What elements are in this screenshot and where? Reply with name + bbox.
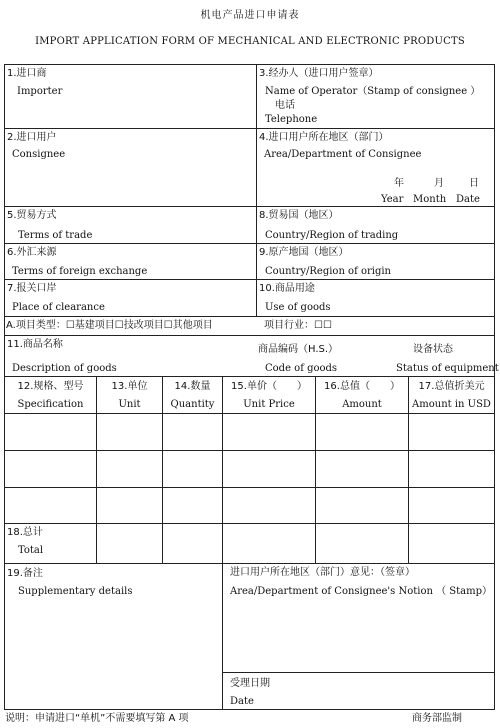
receive-date-label-zh: 受理日期 bbox=[230, 678, 270, 689]
importer-label-zh: 1.进口商 bbox=[7, 68, 47, 79]
equipment-status-label-en: Status of equipment bbox=[396, 363, 499, 374]
area-label-en: Area/Department of Consignee bbox=[264, 149, 422, 160]
telephone-label-zh: 电话 bbox=[275, 100, 295, 111]
date-year-en: Year bbox=[381, 194, 404, 205]
use-label-zh: 10.商品用途 bbox=[259, 283, 315, 294]
col-amount-zh: 16.总值（ ） bbox=[324, 381, 400, 392]
hs-code-label-zh: 商品编码（H.S.） bbox=[258, 344, 339, 355]
col-unit-zh: 13.单位 bbox=[111, 381, 148, 392]
date-year-zh: 年 bbox=[394, 178, 404, 189]
col-amount-usd-en: Amount in USD bbox=[412, 399, 491, 410]
form-subtitle: IMPORT APPLICATION FORM OF MECHANICAL AND ELECTRONIC PRODUCTS bbox=[35, 36, 465, 47]
total-label-zh: 18.总计 bbox=[7, 527, 43, 538]
origin-label-zh: 9.原产地国（地区） bbox=[259, 247, 349, 258]
remarks-label-zh: 19.备注 bbox=[7, 568, 43, 579]
form-title: 机电产品进口申请表 bbox=[200, 10, 300, 21]
col-quantity-en: Quantity bbox=[170, 399, 215, 410]
clearance-label-zh: 7.报关口岸 bbox=[7, 283, 57, 294]
table-row[interactable] bbox=[5, 488, 495, 523]
forex-label-zh: 6.外汇来源 bbox=[7, 247, 57, 258]
remarks-label-en: Supplementary details bbox=[18, 586, 133, 597]
table-row[interactable] bbox=[5, 414, 495, 450]
use-label-en: Use of goods bbox=[265, 302, 331, 313]
col-unit-en: Unit bbox=[118, 399, 141, 410]
col-quantity-zh: 14.数量 bbox=[174, 381, 211, 392]
col-amount-en: Amount bbox=[342, 399, 382, 410]
notion-label-en: Area/Department of Consignee's Notion （ Stamp） bbox=[230, 586, 492, 597]
col-amount-usd-zh: 17.总值折美元 bbox=[418, 381, 485, 392]
table-row[interactable] bbox=[5, 451, 495, 487]
date-day-en: Date bbox=[456, 194, 480, 205]
col-spec-en: Specification bbox=[17, 399, 84, 410]
date-month-en: Month bbox=[413, 194, 447, 205]
trade-country-label-en: Country/Region of trading bbox=[265, 230, 399, 241]
total-label-en: Total bbox=[18, 545, 44, 556]
forex-label-en: Terms of foreign exchange bbox=[12, 266, 148, 277]
project-industry-label: 项目行业：☐☐ bbox=[264, 320, 332, 331]
receive-date-label-en: Date bbox=[230, 696, 254, 707]
notion-label-zh: 进口用户所在地区（部门）意见：（签章） bbox=[230, 567, 415, 578]
telephone-label-en: Telephone bbox=[265, 114, 318, 125]
equipment-status-label-zh: 设备状态 bbox=[413, 344, 453, 355]
trade-terms-label-zh: 5.贸易方式 bbox=[7, 210, 57, 221]
importer-label-en: Importer bbox=[17, 86, 63, 97]
consignee-label-en: Consignee bbox=[12, 149, 66, 160]
date-month-zh: 月 bbox=[434, 178, 444, 189]
operator-label-en: Name of Operator（Stamp of consignee ） bbox=[265, 86, 481, 97]
goods-name-label-en: Description of goods bbox=[12, 363, 117, 374]
date-day-zh: 日 bbox=[469, 178, 479, 189]
project-type-label: A.项目类型：☐基建项目☐技改项目☐其他项目 bbox=[6, 320, 213, 331]
col-spec-zh: 12.规格、型号 bbox=[17, 381, 84, 392]
trade-terms-label-en: Terms of trade bbox=[18, 230, 93, 241]
area-label-zh: 4.进口用户所在地区（部门） bbox=[259, 132, 389, 143]
footer-note: 说明：申请进口“单机”不需要填写第 A 项 bbox=[5, 713, 189, 724]
trade-country-label-zh: 8.贸易国（地区） bbox=[259, 210, 339, 221]
origin-label-en: Country/Region of origin bbox=[265, 266, 391, 277]
footer-ministry: 商务部监制 bbox=[412, 713, 462, 724]
consignee-label-zh: 2.进口用户 bbox=[7, 132, 57, 143]
clearance-label-en: Place of clearance bbox=[12, 302, 105, 313]
hs-code-label-en: Code of goods bbox=[265, 363, 338, 374]
col-unit-price-en: Unit Price bbox=[243, 399, 295, 410]
goods-name-label-zh: 11.商品名称 bbox=[7, 339, 63, 350]
operator-label-zh: 3.经办人（进口用户签章） bbox=[259, 68, 379, 79]
col-unit-price-zh: 15.单价（ ） bbox=[231, 381, 307, 392]
